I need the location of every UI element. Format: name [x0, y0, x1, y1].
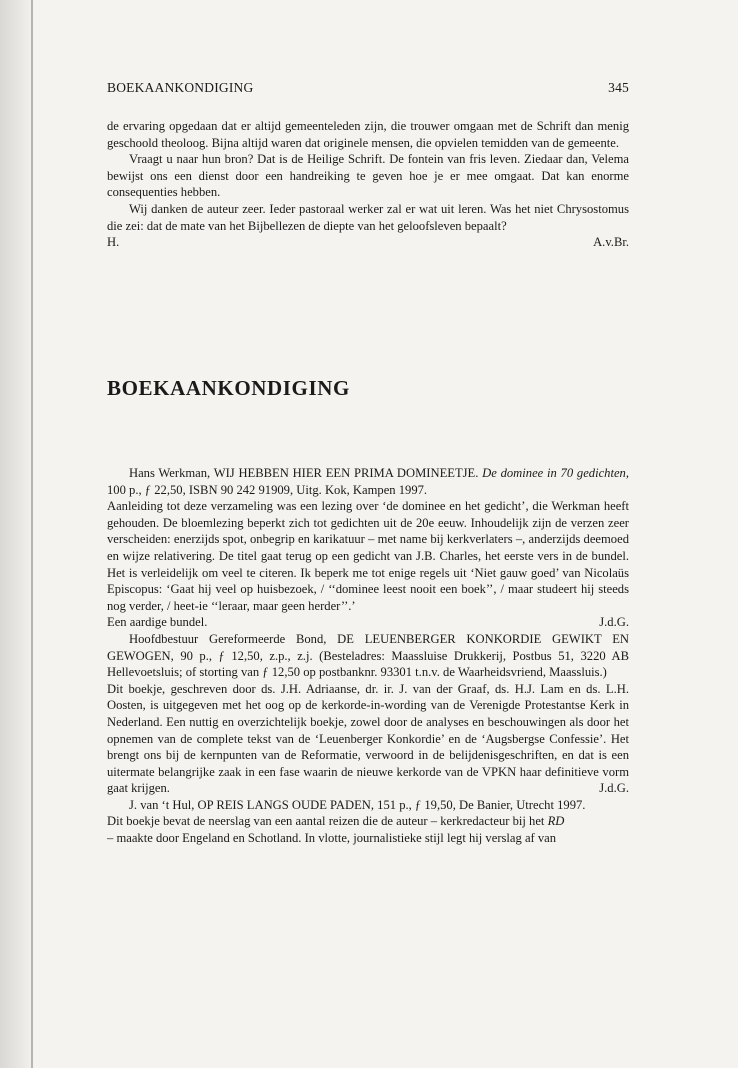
- running-header: [107, 80, 629, 96]
- section-title: BOEKAANKONDIGING: [107, 376, 350, 400]
- review-signature: J.d.G.: [599, 781, 629, 796]
- top-section: [107, 118, 629, 251]
- review-body-italic: RD: [547, 814, 565, 829]
- review-body: [107, 813, 629, 846]
- closing-text: Een aardige bundel.: [107, 615, 208, 630]
- reviews: [107, 465, 629, 847]
- review-body-text: Dit boekje, geschreven door ds. J.H. Adriaanse, dr. ir. J. van der Graaf, ds. H.J. Lam en ds. L.H. Oosten, is uitgegeven met het oog op de kerkorde-in-wording van de Verenigde Protestantse Kerk in Nederland. Een nuttig en overzichtelijk boekje, zowel door de analyses en beschouwingen als door het opnemen van de complete tekst van de ‘Leuenberger Konkordie’ en de ‘Augsbergse Confessie’. Het brengt ons bij de kernpunten van de Reformatie, verwoord in de belijdenisgeschriften, en dat is een uitermate belangrijke zaak in een fase waarin de nieuwe kerkorde van de VPKN haar definitieve vorm gaat krijgen.: [107, 681, 629, 796]
- paragraph: Vraagt u naar hun bron? Dat is de Heilige Schrift. De fontein van fris leven. Ziedaar dan, Velema bewijst ons een dienst door een handreiking te geven hoe je er mee omgaat. Dat kan enorme consequenties hebben.: [107, 152, 629, 200]
- paragraph: Wij danken de auteur zeer. Ieder pastoraal werker zal er wat uit leren. Was het niet Chrysostomus die zei: dat de mate van het Bijbellezen de diepte van het geloofsleven bepaalt?: [107, 201, 629, 233]
- review-citation: Hoofdbestuur Gereformeerde Bond, DE LEUENBERGER KONKORDIE GEWIKT EN GEWOGEN, 90 p., ƒ 12,50, z.p., z.j. (Besteladres: Maassluise Drukkerij, Postbus 51, 3220 AB Hellevoetsluis; of storting van ƒ 12,50 op postbanknr. 93301 t.n.v. de Waarheidsvriend, Maassluis.): [107, 631, 629, 680]
- review-body-text: Dit boekje bevat de neerslag van een aantal reizen die de auteur – kerkredacteur bij het: [107, 814, 545, 829]
- citation-details: 100 p., ƒ 22,50, ISBN 90 242 91909, Uitg. Kok, Kampen 1997.: [107, 482, 428, 497]
- review-citation: [107, 465, 629, 498]
- citation-text: Hans Werkman, WIJ HEBBEN HIER EEN PRIMA DOMINEETJE.: [129, 466, 479, 480]
- page-number: 345: [608, 80, 629, 95]
- running-title: BOEKAANKONDIGING: [107, 80, 254, 95]
- page-edge: [31, 0, 33, 1068]
- review-body: [107, 681, 629, 797]
- page-binding-shadow: [0, 0, 34, 1068]
- paragraph: de ervaring opgedaan dat er altijd gemeenteleden zijn, die trouwer omgaan met de Schrift dan menig geschoold theoloog. Bijna altijd waren dat originele mensen, die opvielen temidden van de gemeente.: [107, 119, 629, 150]
- signature-right: A.v.Br.: [593, 235, 629, 250]
- citation-subtitle: De dominee in 70 gedichten,: [482, 466, 630, 480]
- signature-line: [107, 234, 629, 251]
- review-signature: J.d.G.: [599, 615, 629, 630]
- signature-left: H.: [107, 235, 120, 250]
- review-citation: J. van ‘t Hul, OP REIS LANGS OUDE PADEN, 151 p., ƒ 19,50, De Banier, Utrecht 1997.: [129, 797, 586, 812]
- review-body-text: – maakte door Engeland en Schotland. In vlotte, journalistieke stijl legt hij verslag af van: [107, 831, 557, 846]
- review-body: Aanleiding tot deze verzameling was een lezing over ‘de dominee en het gedicht’, die Werkman heeft gehouden. De bloemlezing beperkt zich tot gedichten uit de 20e eeuw. Inhoudelijk zijn de verzen zeer verscheiden: enerzijds spot, onbegrip en karikatuur – met name bij kerkverlaters –, anderzijds deemoed en wijze relativering. De titel gaat terug op een gedicht van J.B. Charles, het eerste vers in de bundel. Het is verleidelijk om veel te citeren. Ik beperk me tot enige regels uit ‘Niet gauw goed’ van Nicolaüs Episcopus: ‘Gaat hij veel op huisbezoek, / ‘‘dominee leest nooit een boek’’, / maar studeert hij steeds nog verder, / heet-ie ‘‘leraar, maar geen herder’’.’: [107, 499, 629, 613]
- review-closing: [107, 614, 629, 631]
